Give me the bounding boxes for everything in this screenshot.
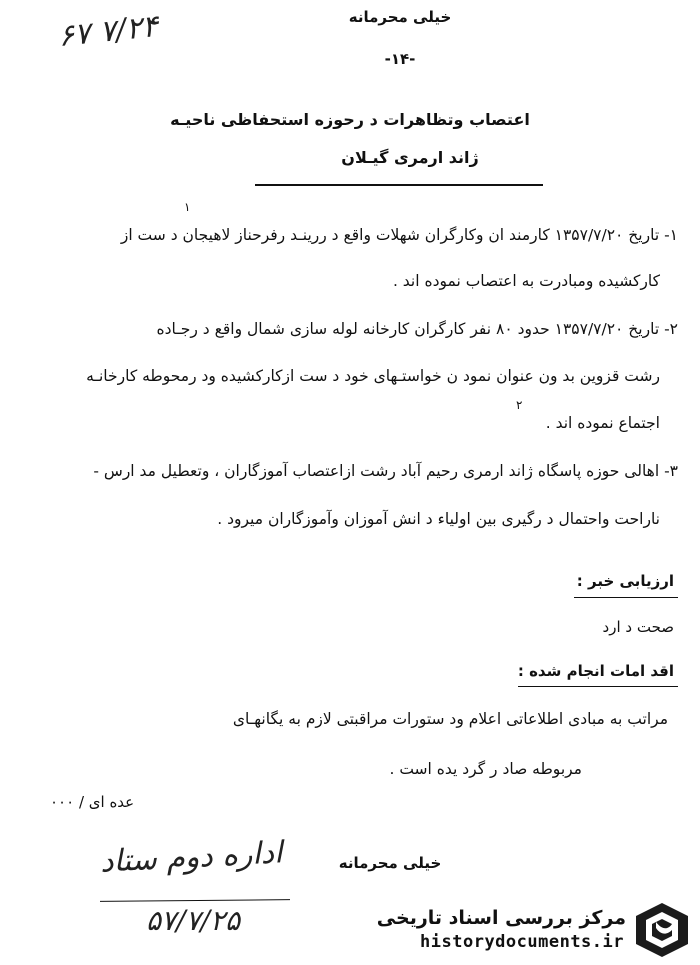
watermark-title: مرکز بررسی اسناد تاریخی bbox=[376, 907, 626, 929]
title-line-2: ژاند ارمری گیـلان bbox=[341, 148, 479, 167]
item-2-line-3: اجتماع نموده اند . bbox=[545, 414, 660, 432]
assessment-value: صحت د ارد bbox=[602, 618, 674, 636]
item-2-line-1: ۲- تاریخ ۱۳۵۷/۷/۲۰ حدود ۸۰ نفر کارگران کارخانه لوله سازی شمال واقع د رجـاده bbox=[156, 320, 678, 338]
margin-mark-2: ۲ bbox=[516, 398, 523, 412]
item-1-line-1: ۱- تاریخ ۱۳۵۷/۷/۲۰ کارمند ان وکارگران شهلات واقع د ررینـد رفرحناز لاهیجان د ست از bbox=[120, 226, 678, 244]
page-number: -۱۴- bbox=[384, 50, 416, 68]
actions-line-1: مراتب به مبادی اطلاعاتی اعلام ود ستورات مراقبتی لازم به یگانهـای bbox=[232, 710, 668, 728]
footer-divider bbox=[100, 899, 290, 902]
handwritten-date: ۵۷/۷/۲۵ bbox=[146, 904, 241, 937]
assessment-heading: ارزیابی خبر : bbox=[576, 572, 674, 590]
title-underline bbox=[255, 184, 543, 186]
item-3-line-2: ناراحت واحتمال د رگیری بین اولیاء د انش آموزان وآموزگاران میرود . bbox=[217, 510, 660, 528]
classification-top: خیلی محرمانه bbox=[348, 8, 452, 26]
watermark-url[interactable]: historydocuments.ir bbox=[420, 932, 624, 952]
item-3-line-1: ۳- اهالی حوزه پاسگاه ژاند ارمری رحیم آباد رشت ازاعتصاب آموزگاران ، وتعطیل مد ارس - bbox=[93, 462, 678, 480]
actions-underline bbox=[518, 686, 678, 687]
archive-logo-icon bbox=[632, 900, 692, 960]
title-line-1: اعتصاب وتظاهرات د رحوزه استحفاظی ناحیـه bbox=[170, 110, 530, 129]
actions-heading: اقد امات انجام شده : bbox=[517, 662, 674, 680]
item-1-line-2: کارکشیده ومبادرت به اعتصاب نموده اند . bbox=[392, 272, 660, 290]
handwritten-reference-number: ۶۷ ۷/۲۴ bbox=[56, 8, 160, 55]
actions-line-2: مربوطه صاد ر گرد یده است . bbox=[389, 760, 582, 778]
handwritten-signature: اداره دوم ستاد bbox=[99, 835, 284, 880]
count-line: عده ای / ۰۰۰ bbox=[50, 793, 135, 811]
margin-mark-1: ۱ bbox=[184, 200, 191, 214]
classification-bottom: خیلی محرمانه bbox=[338, 854, 442, 872]
assessment-underline bbox=[574, 597, 678, 598]
item-2-line-2: رشت قزوین بد ون عنوان نمود ن خواستـهای خود د ست ازکارکشیده ود رمحوطه کارخانـه bbox=[86, 367, 660, 385]
